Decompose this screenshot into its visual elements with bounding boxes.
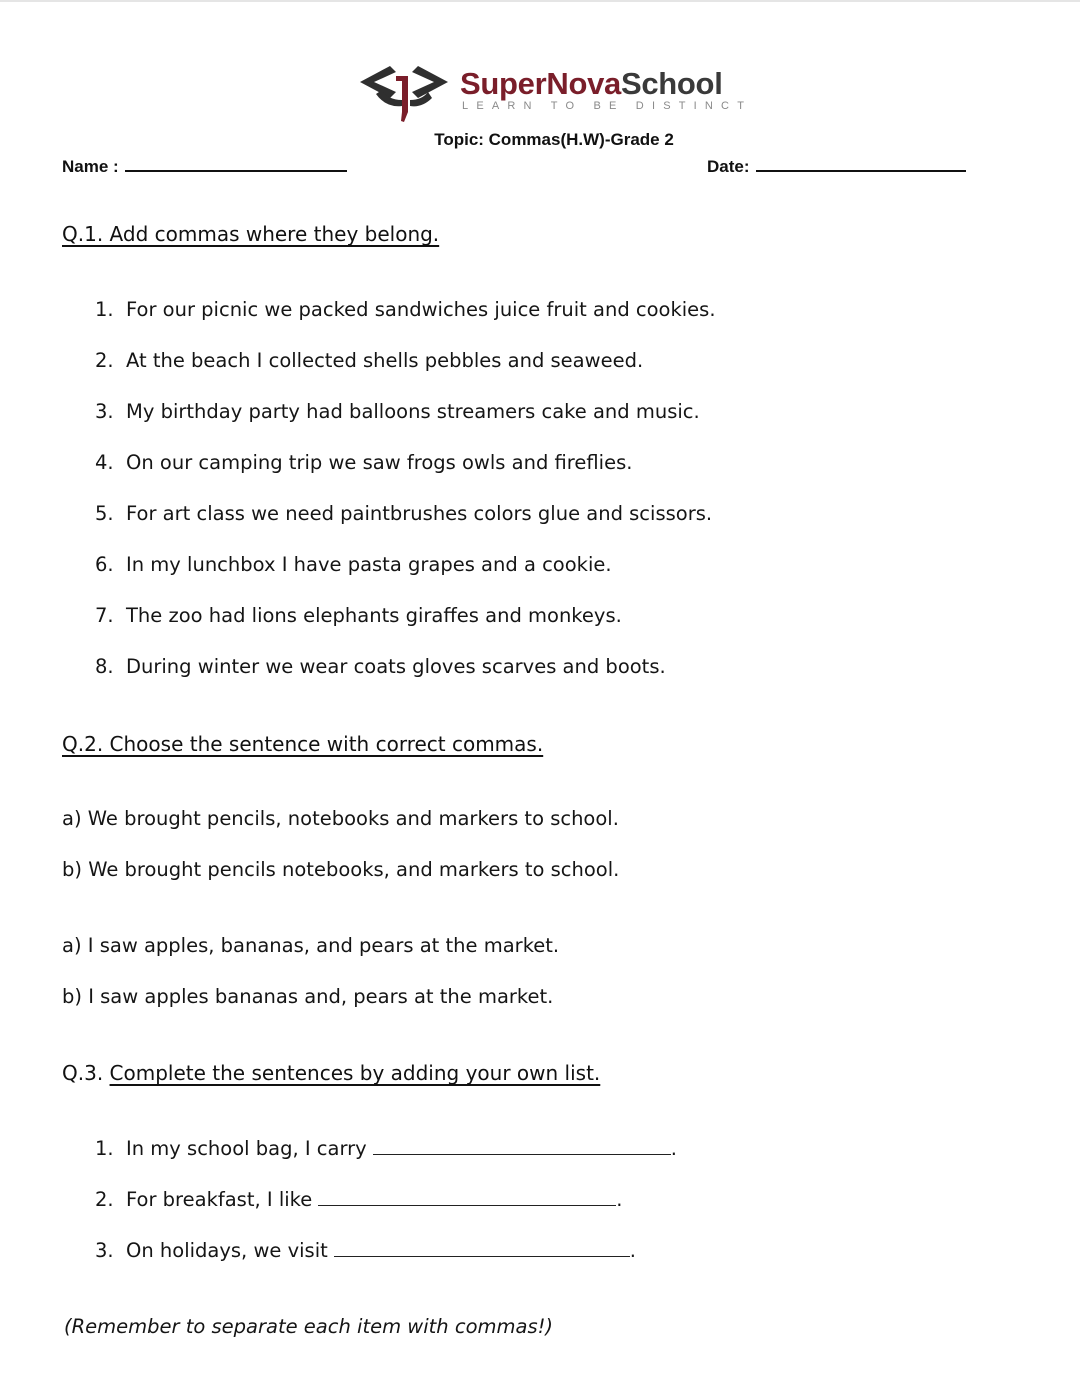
item-number: 1.: [95, 298, 114, 321]
item-text: For art class we need paintbrushes colors glue and scissors.: [126, 502, 713, 525]
item-text: In my lunchbox I have pasta grapes and a cookie.: [126, 553, 612, 576]
item-text: On our camping trip we saw frogs owls and fireflies.: [126, 451, 633, 474]
graduation-cap-logo-icon: [356, 60, 452, 124]
q1-item: [95, 604, 622, 627]
reminder-note: (Remember to separate each item with commas!): [64, 1315, 554, 1338]
item-number: 5.: [95, 502, 114, 525]
option-text: We brought pencils, notebooks and markers to school.: [87, 807, 619, 830]
item-number: 2.: [95, 349, 114, 372]
item-text: For breakfast, I like: [126, 1188, 313, 1211]
school-name-part2: School: [620, 66, 723, 101]
option-letter: a): [62, 807, 82, 830]
school-logo: [356, 60, 753, 124]
item-number: 3.: [95, 1239, 114, 1262]
item-end: .: [616, 1188, 623, 1211]
q1-item: [95, 655, 666, 678]
item-end: .: [629, 1239, 636, 1262]
q1-item: [95, 451, 632, 474]
q3-prefix: Q.3.: [62, 1061, 104, 1085]
date-blank-line[interactable]: [756, 158, 966, 172]
item-text: On holidays, we visit: [126, 1239, 328, 1262]
item-end: .: [670, 1137, 677, 1160]
name-blank-line[interactable]: [125, 158, 347, 172]
item-number: 3.: [95, 400, 114, 423]
q3-item: [95, 1188, 622, 1211]
answer-blank-line[interactable]: [373, 1139, 671, 1155]
item-text: At the beach I collected shells pebbles and seaweed.: [126, 349, 644, 372]
q1-item: [95, 400, 700, 423]
item-number: 2.: [95, 1188, 114, 1211]
date-row: [707, 157, 966, 177]
option-letter: a): [62, 934, 82, 957]
q2-heading: [62, 732, 543, 756]
name-row: [62, 157, 347, 177]
school-name: [460, 66, 723, 102]
q2-option[interactable]: [62, 934, 559, 957]
q2-option[interactable]: [62, 807, 619, 830]
item-number: 8.: [95, 655, 114, 678]
q3-label: Complete the sentences by adding your own list.: [109, 1061, 601, 1085]
item-number: 1.: [95, 1137, 114, 1160]
worksheet-topic: Topic: Commas(H.W)-Grade 2: [434, 130, 674, 149]
option-text: We brought pencils notebooks, and markers to school.: [88, 858, 620, 881]
q1-item: [95, 502, 712, 525]
school-name-part1: SuperNova: [460, 66, 621, 101]
name-label: Name :: [62, 157, 119, 176]
school-tagline: LEARN TO BE DISTINCT: [462, 100, 753, 112]
item-text: In my school bag, I carry: [126, 1137, 367, 1160]
item-number: 4.: [95, 451, 114, 474]
q2-option[interactable]: [62, 985, 553, 1008]
item-text: My birthday party had balloons streamers cake and music.: [126, 400, 700, 423]
option-letter: b): [62, 858, 82, 881]
answer-blank-line[interactable]: [334, 1241, 630, 1257]
q1-item: [95, 298, 716, 321]
q2-option[interactable]: [62, 858, 619, 881]
item-text: The zoo had lions elephants giraffes and monkeys.: [126, 604, 622, 627]
item-number: 6.: [95, 553, 114, 576]
q3-item: [95, 1137, 677, 1160]
option-text: I saw apples, bananas, and pears at the market.: [87, 934, 560, 957]
option-text: I saw apples bananas and, pears at the market.: [88, 985, 554, 1008]
q2-label: Q.2. Choose the sentence with correct commas.: [62, 732, 544, 756]
item-text: For our picnic we packed sandwiches juice fruit and cookies.: [126, 298, 716, 321]
date-label: Date:: [707, 157, 750, 176]
q3-item: [95, 1239, 636, 1262]
q1-item: [95, 349, 643, 372]
answer-blank-line[interactable]: [318, 1190, 616, 1206]
option-letter: b): [62, 985, 82, 1008]
q1-label: Q.1. Add commas where they belong.: [62, 222, 440, 246]
q1-item: [95, 553, 612, 576]
item-number: 7.: [95, 604, 114, 627]
q1-heading: [62, 222, 439, 246]
item-text: During winter we wear coats gloves scarves and boots.: [126, 655, 666, 678]
q3-heading: [62, 1061, 600, 1085]
